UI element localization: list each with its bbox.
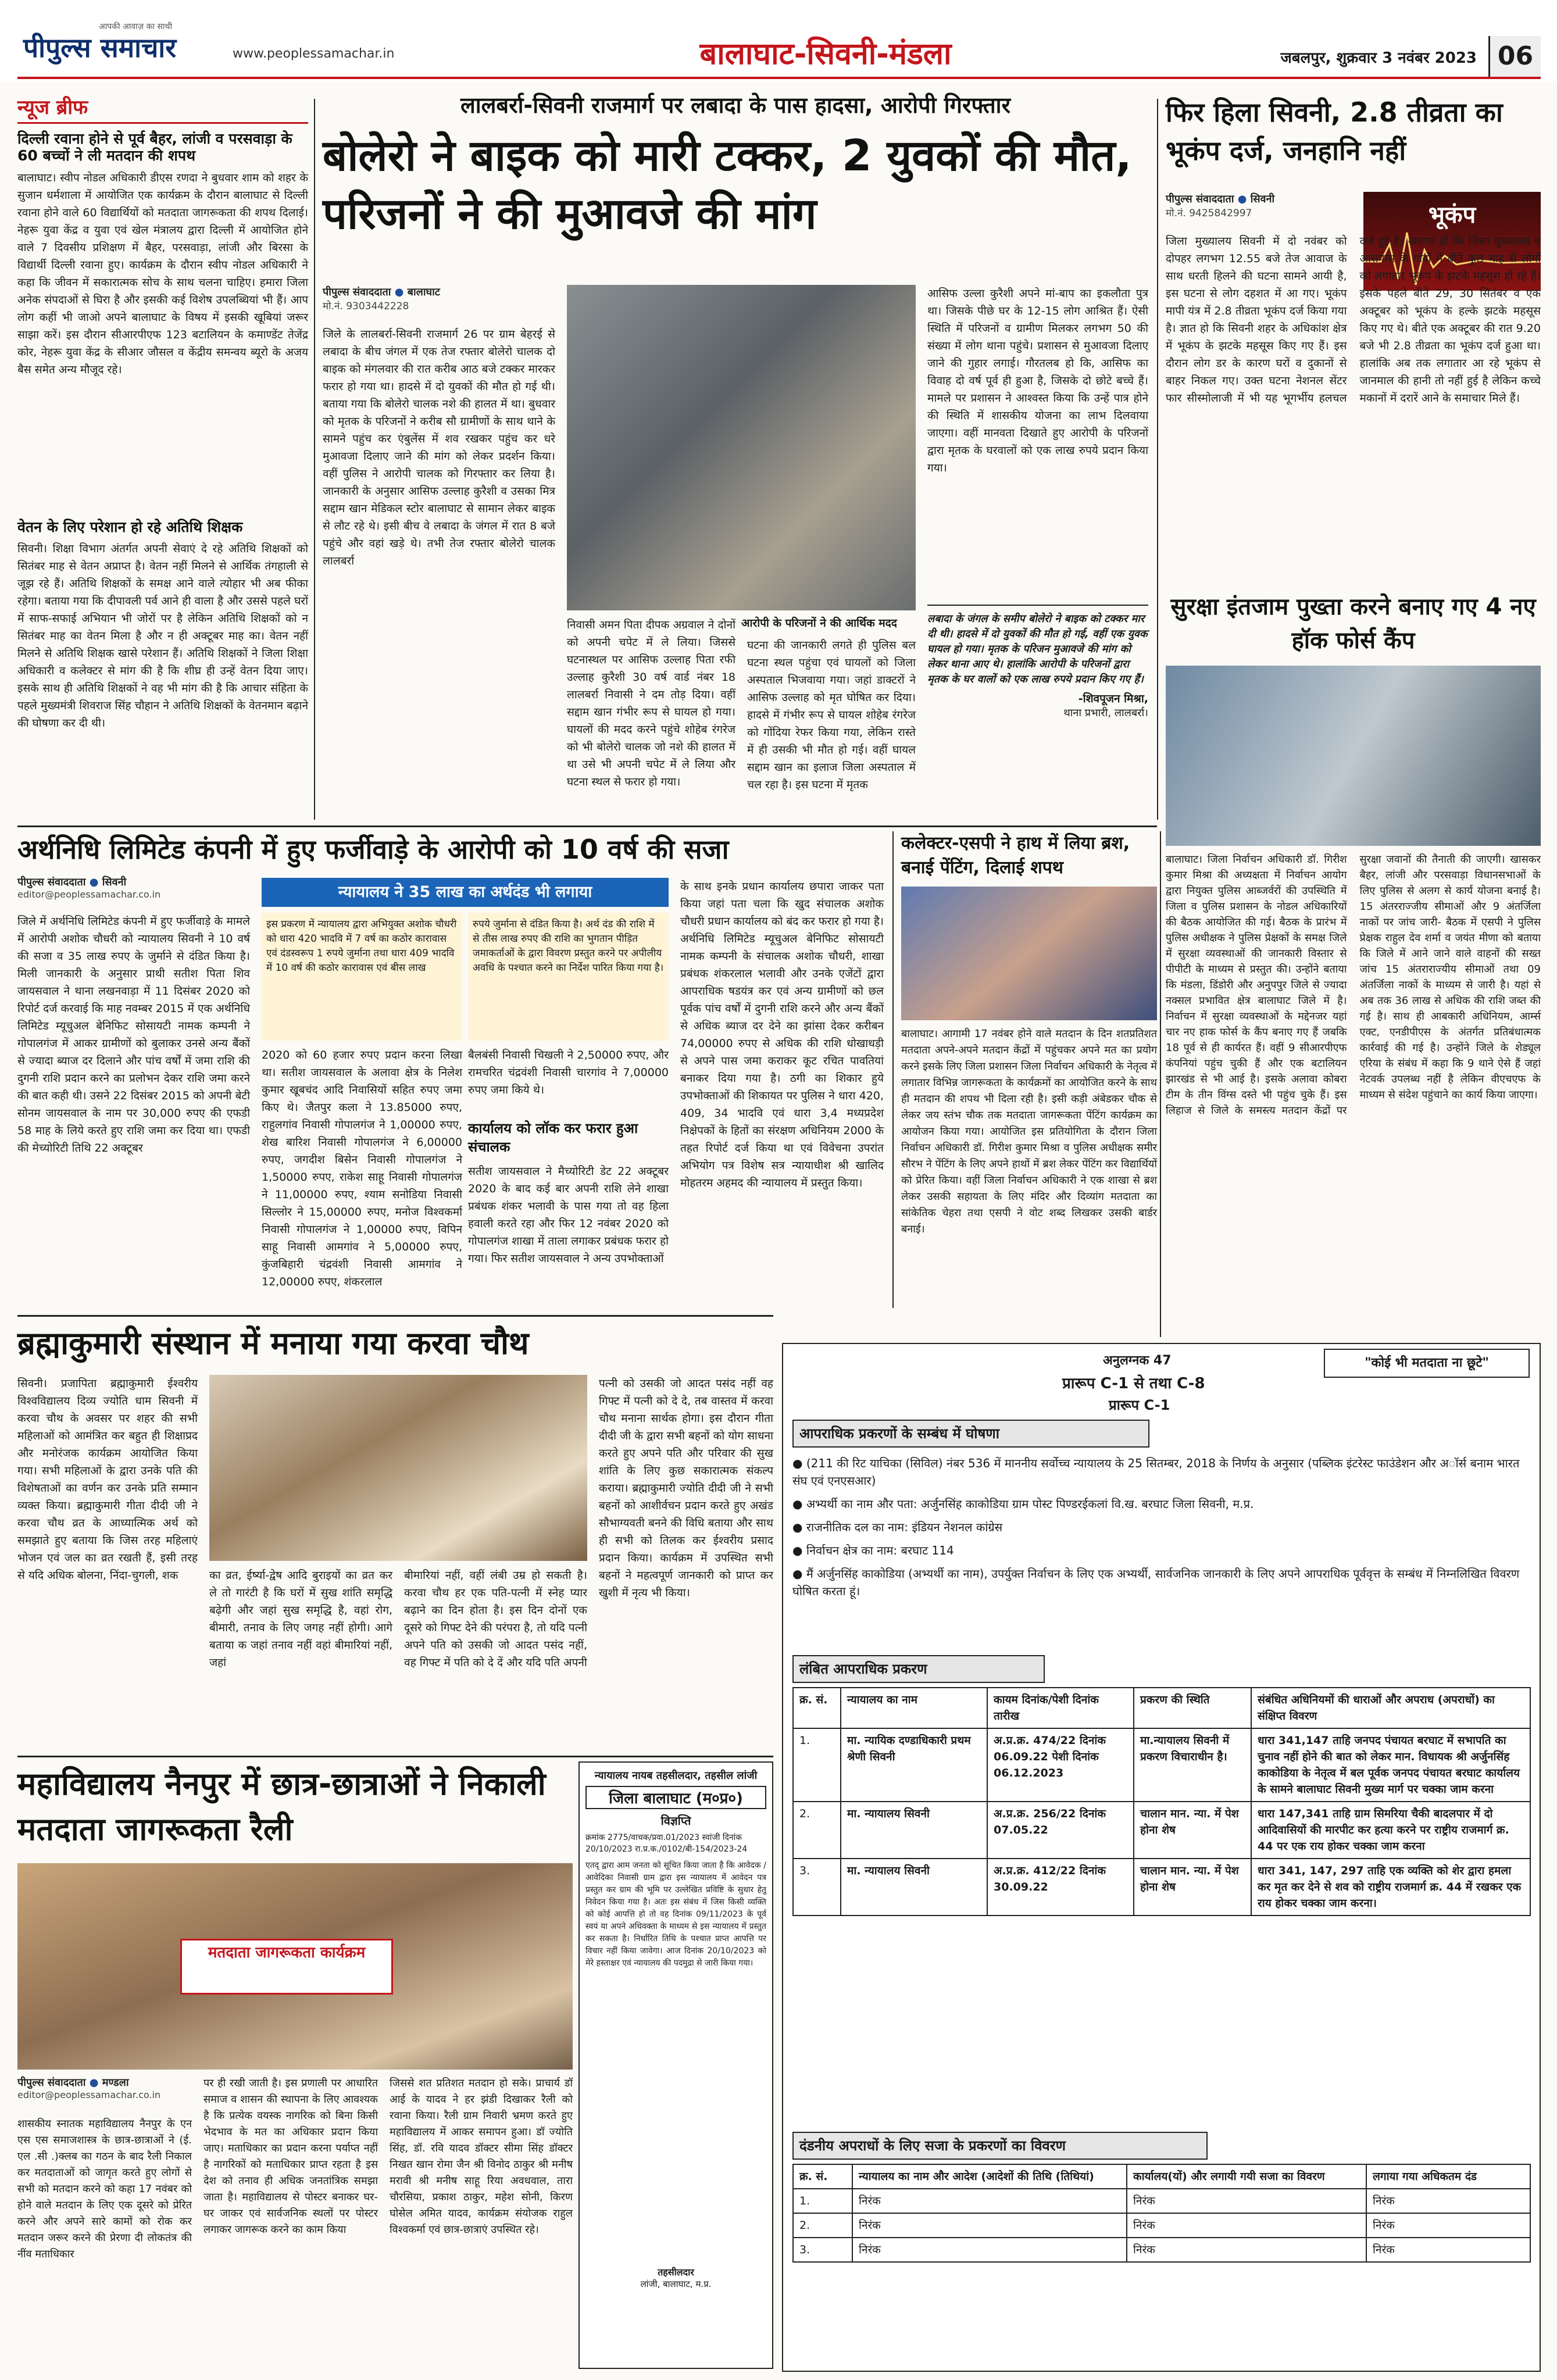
rally-body-1: शासकीय स्नातक महाविद्यालय नैनपुर के एन एस एस समाजशास्त्र के छात्र-छात्राओं ने (ई. एल .सी .)क्लब का गठन के बाद रैली निकाल कर मतदाताओं को जागृत करते हुए लोगों से सभी को मतदान करने को कहा 17 नवंबर को होने वाले मतदान के लिए एक दूसरे को प्रेरित करने और अपने सारे कामों को रोक कर मतदान जरूर करने की प्रेरणा दी लोकतंत्र की नींव मताधिकार [17,2118,192,2260]
fraud-body-5: के साथ इनके प्रधान कार्यालय छपारा जाकर पता किया जहां पता चला कि खुद संचालक अशोक चौधरी प्रधान कार्यालय को बंद कर फरार हो गया है। अर्थनिधि लिमिटेड म्यूचुअल बेनिफिट सोसायटी नामक कम्पनी के संचालक अशोक चौधरी, शाखा प्रबंधक शंकरलाल भलावी और उनके एजेंटों द्वारा आपराधिक षडयंत्र कर एवं अन्य ग्रामीणों को छल पूर्वक पांच वर्षों में दुगनी राशि करने और अन्य बैंकों से अधिक ब्याज दर देने का झांसा देकर करीबन 74,00000 रुपए से अधिक की राशि धोखाधड़ी से अपने पास जमा कराकर कूट रचित पावतियां बनाकर दिया गया है। ठगी का शिकार हुये उपभोक्ताओं की शिकायत पर पुलिस ने धारा 420, 409, 34 भादवि एवं धारा 3,4 मध्यप्रदेश निक्षेपकों के हितों का संरक्षण अधिनियम 2000 के तहत रिपोर्ट दर्ज किया था एवं विवेचना उपरांत अभियोग पत्र विशेष सत्र न्यायाधीश श्री खालिद मोहतरम अहमद की न्यायालय में प्रस्तुत किया। [680,880,884,1189]
logo [23,22,233,64]
security-photo [1166,666,1541,846]
conv-no: 2. [793,2213,852,2238]
section-rule-1 [17,826,1157,827]
lead-byline-name: पीपुल्स संवाददाता [323,286,391,298]
pending-th-status: प्रकरण की स्थिति [1134,1688,1251,1728]
logo-text: पीपुल्स समाचार [23,32,177,63]
pending-desc: धारा 147,341 ताहि ग्राम सिमरिया चैकी बादलपार में दो आदिवासियों की मारपीट कर हत्या करने पर राष्ट्रीय राजमार्ग क्र. 44 पर एक राय होकर चक्का जाम करना [1251,1802,1530,1859]
fraud-body-2: 2020 को 60 हजार रुपए प्रदान करना लिखा था। सतीश जायसवाल के अलावा क्षेत्र के निलेश कुमार खूबचंद आदि निवासियों सहित रुपए जमा किए थे। जैतपुर कला ने 13.85000 रुपए, राहुलगांव निवासी गोपालगंज ने 1,00000 रुपए, शेख बारिश निवासी गोपालगंज ने 6,00000 रुपए, जगदीश बिसेन निवासी गोपालगंज ने 1,50000 रुपए, राकेश साहू निवासी गोपालगंज ने 11,00000 रुपए, श्याम सनोडिया निवासी सिल्लोर ने 15,00000 रुपए, मनोज विश्वकर्मा निवासी गोपालगंज ने 1,00000 रुपए, विपिन साहू निवासी आमगांव ने 5,00000 रुपए, कुंजबिहारी चंद्रवंशी निवासी आमगांव ने 12,00000 रुपए, शंकरलाल [262,1049,462,1288]
table-row [793,1859,1530,1916]
pending-court: मा. न्यायालय सिवनी [841,1859,987,1916]
pending-no: 2. [793,1802,841,1859]
conviction-heading: दंडनीय अपराधों के लिए सजा के प्रकरणों का विवरण [792,2132,1208,2160]
karva-story [17,1323,773,1753]
pending-th-desc: संबंधित अधिनियमों की धाराओं और अपराध (अपराधों) का संक्षिप्त विवरण [1251,1688,1530,1728]
decl-bullet-3: ● राजनीतिक दल का नाम: इंडियन नेशनल कांग्रेस [792,1520,1003,1534]
form-pra: प्रारूप C-1 से तथा C-8 [1062,1375,1205,1392]
pending-desc: धारा 341,147 ताहि जनपद पंचायत बरघाट में सभापति का चुनाव नहीं होने की बात को लेकर मान. विधायक श्री अर्जुनसिंह काकोडिया के नेतृत्व में बल पूर्वक जनपद पंचायत बरघाट कार्यालय के सामने बालाघाट सिवनी मुख्य मार्ग पर चक्का जाम करना [1251,1728,1530,1802]
pending-th-court: न्यायालय का नाम [841,1688,987,1728]
lead-place: बालाघाट [407,286,440,298]
karva-body-3: बीमारियां नहीं, वहीं लंबी उम्र हो सकती है। करवा चौथ हर एक पति-पत्नी में स्नेह प्यार बढ़ाने का दिन होता है। इस दिन दोनों एक दूसरे को गिफ्ट देने की परंपरा है, तो यदि पत्नी अपने पति को उसकी जो आदत पसंद नहीं, वह गिफ्ट में पति को दे दें और यदि पति अपनी [404,1569,587,1669]
pull-quote-role: थाना प्रभारी, लालबर्रा। [1063,707,1148,719]
pending-status: मा.न्यायालय सिवनी में प्रकरण विचाराधीन है। [1134,1728,1251,1802]
conv-court: निरंक [852,2213,1127,2238]
pending-no: 1. [793,1728,841,1802]
form-annex: अनुलग्नक 47 [1103,1353,1172,1368]
decl-bullet-4: ● निर्वाचन क्षेत्र का नाम: बरघाट 114 [792,1543,954,1557]
conv-th-no: क्र. सं. [793,2164,852,2189]
pending-date: अ.प्र.क्र. 412/22 दिनांक 30.09.22 [987,1859,1134,1916]
karva-photo [209,1375,587,1561]
pull-quote-author: -शिवपूजन मिश्रा, [1078,692,1148,705]
decl-heading: आपराधिक प्रकरणों के सम्बंध में घोषणा [792,1420,1149,1448]
quake-place: सिवनी [1250,193,1275,205]
form-pra2: प्रारूप C-1 [1109,1397,1170,1413]
pending-no: 3. [793,1859,841,1916]
section-title: बालाघाट-सिवनी-मंडला [699,37,952,72]
fraud-body-4: सतीश जायसवाल ने मैच्योरिटी डेट 22 अक्टूबर 2020 के बाद कई बार अपनी राशि लेने शाखा प्रबंधक शंकर भलावी के पास गया तो वह हिला हवाली करते रहा और फिर 12 नवंबर 2020 को गोपालगंज शाखा में ताला लगाकर प्रबंधक फरार हो गया। फिर सतीश जायसवाल ने अन्य उपभोक्ताओं [468,1165,669,1265]
pending-th-date: कायम दिनांक/पेशी दिनांक तारीख [987,1688,1134,1728]
pending-status: चालान मान. न्या. में पेश होना शेष [1134,1802,1251,1859]
conv-court: निरंक [852,2189,1127,2213]
brief-item1-title: दिल्ली रवाना होने से पूर्व बैहर, लांजी व परसवाड़ा के 60 बच्चों ने ली मतदान की शपथ [17,130,292,164]
conv-th-max: लगाया गया अधिकतम दंड [1366,2164,1530,2189]
fraud-highlight-2: रुपये जुर्माना से दंडित किया है। अर्थ दंड की राशि में से तीस लाख रुपए की राशि का भुगतान पीड़ित जमाकर्ताओं के द्वारा विवरण प्रस्तुत करने पर अपीलीय अवधि के पश्चात करने का निर्देश पारित किया गया है। [468,913,669,1041]
brief-label: न्यूज ब्रीफ [17,93,308,124]
notice-ref: क्रमांक 2775/वाचक/प्रवा.01/2023 स्वांजी दिनांक 20/10/2023 रा.प्र.क./0102/बी-154/2023-24 [585,1833,748,1854]
quake-headline: फिर हिला सिवनी, 2.8 तीव्रता का भूकंप दर्ज, जनहानि नहीं [1166,97,1503,166]
notice-sign: तहसीलदार [658,2267,694,2278]
election-declaration [782,1343,1541,2372]
rally-banner: मतदाता जागरूकता कार्यक्रम [180,1939,393,1995]
karva-body-1: सिवनी। प्रजापिता ब्रह्माकुमारी ईश्वरीय विश्वविद्यालय दिव्य ज्योति धाम सिवनी में करवा चौथ के अवसर पर शहर की सभी महिलाओं को आमंत्रित कर बहुत ही शिक्षाप्रद और मनोरंजक कार्यक्रम आयोजित किया गया। सभी महिलाओं के द्वारा उनके पति की विशेषताओं का वर्णन कर उनके प्रति सम्मान व्यक्त किया। ब्रह्माकुमारी गीता दीदी जी ने करवा चौथ व्रत के आध्यात्मिक अर्थ को समझाते हुए बताया कि जिस तरह महिलाएं भोजन एवं जल का व्रत रखती हैं, इसी तरह से यदि अधिक बोलना, निंदा-चुगली, शक [17,1377,198,1582]
brief-item2-title: वेतन के लिए परेशान हो रहे अतिथि शिक्षक [17,518,243,535]
karva-headline: ब्रह्माकुमारी संस्थान में मनाया गया करवा चौथ [17,1325,529,1361]
table-row [793,2189,1530,2213]
table-row [793,2213,1530,2238]
pending-desc: धारा 341, 147, 297 ताहि एक व्यक्ति को शेर द्वारा हमला कर मृत कर देने से शव को राष्ट्रीय राजमार्ग क्र. 44 में रखकर एक राय होकर चक्का जाम करना। [1251,1859,1530,1916]
notice-line1: न्यायालय नायब तहसीलदार, तहसील लांजी [594,1770,758,1782]
col-divider-3 [892,831,894,1308]
conv-th-sentence: कार्यालय(यों) और लगायी गयी सजा का विवरण [1127,2164,1366,2189]
lead-body-2: निवासी अमन पिता दीपक अग्रवाल ने दोनों को अपनी चपेट में ले लिया। जिससे घटनास्थल पर आसिफ उल्लाह पिता रफी उल्लाह कुरैशी 30 वर्ष वार्ड नंबर 18 लालबर्रा निवासी ने दम तोड़ दिया। वहीं सद्दाम खान गंभीर रूप से घायल हो गया। घायलों की मदद करने पहुंचे शोहेब रंगरेज को भी बोलेरो चालक जो नशे की हालत में था उसे भी अपनी चपेट में ले लिया और घटना स्थल से फरार हो गया। [567,619,735,788]
brief-item1-body: बालाघाट। स्वीप नोडल अधिकारी डीएस रणदा ने बुधवार शाम को शहर के सुजान धर्मशाला में आयोजित एक कार्यक्रम के दौरान बालाघाट से दिल्ली रवाना होने वाले 60 विद्यार्थियों को मतदाता जागरूकता की शपथ दिलाई। नेहरू युवा केंद्र व युवा एवं खेल मंत्रालय द्वारा दिल्ली में आयोजित होने वाले 7 दिवसीय प्रशिक्षण में बैहर, परसवाड़ा, लांजी और बिरसा के विद्यार्थी दिल्ली रवाना हुए। कार्यक्रम के दौरान स्वीप नोडल अधिकारी ने कहा कि जीवन में सकारात्मक सोच के साथ चलना चाहिए। हमारा जिला अनेक संपदाओं से घिरा है और इसकी कई विशेष उपलब्धियां भी हैं। आप लोग कहीं भी जाओ अपने बालाघाट के विषय में इसकी खूबियां जरूर साझा करें। इस दौरान सीआरपीएफ 123 बटालियन के कमाण्डेंट तेजेंद्र कोर, नेहरू युवा केंद्र के सीआर जौसल व केंद्रीय समन्वय ब्यूरो के अजय बैस समेत अन्य मौजूद रहे। [17,171,308,376]
website[interactable]: www.peoplessamachar.in [233,47,395,61]
table-row [793,2238,1530,2262]
rally-place: मण्डला [102,2077,129,2089]
pending-heading: लंबित आपराधिक प्रकरण [792,1655,1045,1683]
decl-bullet-4-text: निर्वाचन क्षेत्र का नाम: बरघाट 114 [806,1543,954,1557]
quake-byline: पीपुल्स संवाददाता ● सिवनी मो.नं. 9425842997 [1166,192,1358,227]
col-divider-2 [1157,99,1158,820]
section-balaghat: बालाघाट [699,37,794,72]
fraud-body-3: बैलबंसी निवासी चिखली ने 2,50000 रुपए, और रामचरित चंद्रवंशी निवासी चारगांव ने 7,00000 रुपए जमा किये थे। [468,1049,669,1096]
pending-cases-table [792,1687,1531,1916]
page-number: 06 [1488,36,1541,77]
lead-mobile: मो.नं. 9303442228 [323,301,409,312]
pending-th-no: क्र. सं. [793,1688,841,1728]
lead-byline: पीपुल्स संवाददाता ● बालाघाट मो.नं. 9303442228 [323,285,567,320]
quake-graphic-label: भूकंप [1428,202,1476,228]
pending-court: मा. न्यायालय सिवनी [841,1802,987,1859]
quake-mobile: मो.नं. 9425842997 [1166,208,1252,219]
lead-pull-quote [927,605,1148,826]
conv-sentence: निरंक [1127,2238,1366,2262]
pending-table-header [793,1688,1530,1728]
lead-body-3: घटना की जानकारी लगते ही पुलिस बल घटना स्थल पहुंचा एवं घायलों को जिला अस्पताल भिजवाया गया। जहां डाक्टरों ने आसिफ उल्लाह को मृत घोषित कर दिया। हादसे में गंभीर रूप से घायल शोहेब रंगरेज को गोंदिया रेफर किया गया, लेकिन रास्ते में ही उसकी भी मौत हो गई। वहीं घायल सद्दाम खान का इलाज जिला अस्पताल में चल रहा है। इस घटना में मृतक [747,639,916,791]
fraud-highlight-1: इस प्रकरण में न्यायालय द्वारा अभियुक्त अशोक चौधरी को धारा 420 भादवि में 7 वर्ष का कठोर कारावास एवं दंडस्वरूप 1 रुपये जुर्माना तथा धारा 409 भादवि में 10 वर्ष की कठोर कारावास एवं बीस लाख [262,913,462,1041]
dateline: जबलपुर, शुक्रवार 3 नवंबर 2023 [1280,49,1477,67]
security-body: बालाघाट। जिला निर्वाचन अधिकारी डॉ. गिरीश कुमार मिश्रा की अध्यक्षता में निर्वाचन आयोग द्वारा नियुक्त पुलिस आब्जर्वरों की उपस्थिति में जिला व पुलिस प्रशासन के नोडल अधिकारियों की बैठक आयोजित की गई। बैठक के प्रारंभ में पुलिस अधीक्षक ने पुलिस प्रेक्षकों के समक्ष जिले में सुरक्षा व्यवस्थाओं की जानकारी विस्तार से पीपीटी के माध्यम से प्रस्तुत की। उन्होंने बताया कि मंडला, डिंडोरी और अनुपपुर जिले से ज्यादा नक्सल प्रभावित क्षेत्र बालाघाट जिले में है। निर्वाचन में सुरक्षा व्यवस्थाओं के मद्देनजर यहां चार नए हाक फोर्स के कैंप बनाए गए हैं जबकि 18 पूर्व से ही कार्यरत हैं। वहीं 9 सीआरपीएफ कंपनियां पहुंच चुकी हैं और एक बटालियन झारखंड से भी आई है। इसके अलावा कोबरा टीम के तीन विंग्स दस्ते भी पहुंच चुके हैं। इस लिहाज से जिले के समस्त्य मतदान केंद्रों पर सुरक्षा जवानों की तैनाती की जाएगी। खासकर बैहर, लांजी और परसवाड़ा विधानसभाओं के लिए पुलिस से अलग से कार्य योजना बनाई है। 15 अंतरराज्जीय सीमाओं और 9 अंतर्जिला नाकों पर जांच जारी- बैठक में एसपी ने पुलिस प्रेक्षक राहुल देव शर्मा व जयंत मीणा को बताया कि जिले में आने जाने वाले वाहनों की सख्त जांच 15 अंतराराज्यीय सीमाओं तथा 09 अंतर्जिला नाकों के माध्यम से जारी है। यहां से अब तक 36 लाख से अधिक की राशि जब्त की गई है। साथ ही आबकारी अधिनियम, आर्म्स एक्ट, एनडीपीएस के अंतर्गत प्रतिबंधात्मक कार्रवाई की गई है। उन्होंने जिले के शेड्यूल एरिया के संबंध में कहा कि 9 थाने ऐसे हैं जहां नेटवर्क उपलब्ध नहीं है लेकिन वीएचएफ के माध्यम से संदेश पहुंचाने का कार्य किया जाएगा। [1166,853,1541,1117]
decl-bullet-2: ● अभ्यर्थी का नाम और पता: अर्जुनसिंह काकोडिया ग्राम पोस्ट पिण्डरईकलां वि.ख. बरघाट जिला सिवनी, म.प्र. [792,1497,1254,1511]
rally-body-2: पर ही रखी जाती है। इस प्रणाली पर आधारित समाज व शासन की स्थापना के लिए आवश्यक है कि प्रत्येक वयस्क नागरिक को बिना किसी भेदभाव के मत का अधिकार प्रदान किया जाए। मताधिकार का प्रदान करना पर्याप्त नहीं है नागरिकों को मताधिकार प्राप्त रहता है इस देश को तनाव ही अधिक जनतांत्रिक समझा जाता है। महाविद्यालय से पोस्टर बनाकर घर-घर जाकर एवं सार्वजनिक स्थलों पर पोस्टर लगाकर जागरूक करने का काम किया [203,2077,378,2236]
karva-body-4: पत्नी को उसकी जो आदत पसंद नहीं वह गिफ्ट में पत्नी को दे दे, तब वास्तव में करवा चौथ मनाना सार्थक होगा। इस दौरान गीता दीदी जी के द्वारा सभी बहनों को योग साधना करते हुए अपने पति और परिवार की सुख शांति के लिए कुछ सकारात्मक संकल्प कराया। ब्रह्माकुमारी ज्योति दीदी जी ने सभी बहनों को आशीर्वचन प्रदान करते हुए अखंड सौभाग्यवती बनने की विधि बताया और साथ ही सभी को तिलक कर ईश्वरीय प्रसाद प्रदान किया। कार्यक्रम में उपस्थित सभी बहनों ने महत्वपूर्ण जानकारी को प्राप्त कर खुशी में नृत्य भी किया। [599,1377,773,1599]
table-row [793,1802,1530,1859]
fraud-byline: पीपुल्स संवाददाता ● सिवनी editor@peoplessamachar.co.in [17,875,250,910]
form-slogan: "कोई भी मतदाता ना छूटे" [1324,1349,1530,1378]
notice-sign2: लांजी, बालाघाट, म.प्र. [640,2279,712,2289]
fraud-email[interactable]: editor@peoplessamachar.co.in [17,889,161,900]
rally-body-3: जिससे शत प्रतिशत मतदान हो सके। प्राचार्य डॉ आई के यादव ने हर झंडी दिखाकर रैली को रवाना किया। रैली ग्राम निवारी भ्रमण करते हुए महाविद्यालय में आकर समापन हुआ। डॉ ज्योति सिंह, डॉ. रवि यादव डॉक्टर सीमा सिंह डॉक्टर निखत खान रोमा जैन श्री विनोद ठाकुर श्री मनीष मरावी श्री मनीष साहू रिया अवधवाल, तारा चौरसिया, प्रकाश ठाकुर, महेश सोनी, किरण घोसेल अमित यादव, कार्यक्रम संयोजक राहुल विश्वकर्मा एवं छात्र-छात्राएं उपस्थित रहे। [390,2077,573,2236]
conv-max: निरंक [1366,2189,1530,2213]
collector-photo [901,887,1157,1020]
fraud-body-1: जिले में अर्थनिधि लिमिटेड कंपनी में हुए फर्जीवाड़े के मामले में आरोपी अशोक चौधरी को न्यायालय सिवनी ने 10 वर्ष की सजा व 35 लाख रुपए के जुर्माने से दंडित किया है। मिली जानकारी के अनुसार प्राथी सतीश पिता शिव जायसवाल ने थाना लखनवाड़ा में 11 दिसंबर 2020 को रिपोर्ट दर्ज करवाई कि माह नवम्बर 2015 में एक अर्थनिधि लिमिटेड म्यूचुअल बेनिफिट सोसायटी नामक कम्पनी ने गोपालगंज में आकर ग्रामीणों को बुलाकर उनसे अन्य बैंकों से ज्यादा ब्याज दर दिलाने और पांच वर्षों में जमा राशि की दुगनी राशि प्रदान करने का प्रलोभन देकर राशि जमा करने की बात कही थी। उसने 22 दिसंबर 2015 को अपनी बेटी सोनम जायसवाल के नाम पर 30,000 रुपए की एफडी 58 माह के लिये करते हुए राशि जमा कर दिया था। एफडी की मेच्योरिटी तिथि 22 अक्टूबर [17,915,250,1155]
decl-bullet-1-text: (211 की रिट याचिका (सिविल) नंबर 536 में माननीय सर्वोच्च न्यायालय के 25 सितम्बर, 2018 के निर्णय के अनुसार (पब्लिक इंटरेस्ट फाउंडेशन और अॉर्स बनाम भारत संघ एवं एनएसआर) [792,1456,1520,1488]
decl-bullet-5-text: मैं अर्जुनसिंह काकोडिया (अभ्यर्थी का नाम), उपर्युक्त निर्वाचन के लिए एक अभ्यर्थी, सार्वजनिक जानकारी के लिए अपने आपराधिक पूर्ववृत्त के सम्बंध में निम्नलिखित विवरण घोषित करता हूं। [792,1567,1520,1598]
rally-story [17,1761,573,2372]
pending-court: मा. न्यायिक दण्डाधिकारी प्रथम श्रेणी सिवनी [841,1728,987,1802]
collector-body: बालाघाट। आगामी 17 नवंबर होने वाले मतदान के दिन शतप्रतिशत मतदाता अपने-अपने मतदान केंद्रों में पहुंचकर अपने मत का प्रयोग करने इसके लिए जिला प्रशासन जिला निर्वाचन अधिकारी के नेतृत्व में लगातार विभिन्न जागरूकता के कार्यक्रमों का आयोजित करने के साथ ही मतदान की शपथ भी दिला रही है। इसी कड़ी अंबेडकर चौक से लेकर जय स्तंभ चौक तक मतदाता जागरूकता पेंटिंग कार्यक्रम का आयोजन किया गया। आयोजित इस प्रतियोगिता के दौरान जिला निर्वाचन अधिकारी डॉ. गिरीश कुमार मिश्रा व पुलिस अधीक्षक समीर सौरभ ने पेंटिंग के लिए अपने हाथों में ब्रश लेकर पेंटिंग कर विद्यार्थियों को प्रेरित किया। वहीं जिला निर्वाचन अधिकारी ने एक शाखा से ब्रश लेकर उसकी सहायता के लिए मंदिर और दिव्यांग मतदाता का सांकेतिक चेहरा तथा एसपी ने वोट शब्द लिखकर उसकी बार्डर बनाई। [901,1028,1157,1235]
rally-headline: महाविद्यालय नैनपुर में छात्र-छात्राओं ने निकाली मतदाता जागरूकता रैली [17,1766,546,1847]
decl-bullet-1: ● (211 की रिट याचिका (सिविल) नंबर 536 में माननीय सर्वोच्च न्यायालय के 25 सितम्बर, 2018 के निर्णय के अनुसार (पब्लिक इंटरेस्ट फाउंडेशन और अॉर्स बनाम भारत संघ एवं एनएसआर) [792,1456,1520,1488]
notice-line3: विज्ञप्ति [660,1814,691,1828]
masthead-rule [17,77,1541,79]
logo-tagline: आपकी आवाज़ का साथी [99,22,173,31]
masthead [0,0,1557,81]
fraud-place: सिवनी [102,876,127,888]
decl-bullet-2-text: अभ्यर्थी का नाम और पता: अर्जुनसिंह काकोडिया ग्राम पोस्ट पिण्डरईकलां वि.ख. बरघाट जिला सिवनी, म.प्र. [806,1497,1254,1511]
rally-byline: पीपुल्स संवाददाता ● मण्डला editor@peoplessamachar.co.in [17,2075,209,2110]
decl-bullet-3-text: राजनीतिक दल का नाम: इंडियन नेशनल कांग्रेस [806,1520,1003,1534]
lead-body-1: जिले के लालबर्रा-सिवनी राजमार्ग 26 पर ग्राम बेहरई से लबादा के बीच जंगल में एक तेज रफ्तार बोलेरो चालक दो बाइक को मंगलवार की रात करीब आठ बजे टक्कर मारकर फरार हो गया था। हादसे में दो युवकों की मौत हो गई थी। बताया गया कि बोलेरो चालक नशे की हालत में था। बुधवार को मृतक के परिजनों ने करीब सौ ग्रामीणों के साथ थाने के सामने पहुंच कर एंबुलेंस में शव रखकर पहुंच कर धरे मुआवजा दिलाए जाने की मांग को लेकर प्रदर्शन किया। वहीं पुलिस ने आरोपी चालक को गिरफ्तार कर लिया है। जानकारी के अनुसार आसिफ उल्लाह कुरैशी व उसका मित्र सद्दाम खान मेडिकल स्टोर बालाघाट से सामान लेकर बाइक से लौट रहे थे। इसी बीच वे लबादा के जंगल में रात 8 बजे पहुंचे और वहां खड़े थे। तभी तेज रफ्तार बोलेरो चालक लालबर्रा [323,328,555,567]
fraud-byline-name: पीपुल्स संवाददाता [17,876,86,888]
collector-headline: कलेक्टर-एसपी ने हाथ में लिया ब्रश, बनाई पेंटिंग, दिलाई शपथ [901,833,1130,878]
collector-story [901,831,1157,1308]
conv-no: 1. [793,2189,852,2213]
conv-max: निरंक [1366,2213,1530,2238]
notice-body: एतद् द्वारा आम जनता को सूचित किया जाता है कि आवेदक / आवेदिका निवासी ग्राम द्वारा इस न्यायालय में आवेदन पत्र प्रस्तुत कर ग्राम की भूमि पर उल्लेखित प्रविष्टि के सुधार हेतु निवेदन किया गया है। अतः इस संबंध में जिस किसी व्यक्ति को कोई आपत्ति हो तो वह दिनांक 09/11/2023 के पूर्व स्वयं या अपने अधिवक्ता के माध्यम से इस न्यायालय में प्रस्तुत कर सकता है। निर्धारित तिथि के पश्चात प्राप्त आपत्ति पर विचार नहीं किया जावेगा। आज दिनांक 20/10/2023 को मेरे हस्ताक्षर एवं न्यायालय की पदमुद्रा से जारी किया गया। [585,1861,766,1968]
conv-th-court: न्यायालय का नाम और आदेश (आदेशों की तिथि (तिथियां) [852,2164,1127,2189]
lead-body-4: आसिफ उल्ला कुरैशी अपने मां-बाप का इकलौता पुत्र था। जिसके पीछे घर के 12-15 लोग आश्रित हैं। ऐसी स्थिति में परिजनों व ग्रामीण मिलकर लगभग 50 की संख्या में लोग थाना पहुंचे। प्रशासन से मुआवजा दिलाए जाने की गुहार लगाई। गौरतलब हो कि, आसिफ का विवाह दो वर्ष पूर्व ही हुआ है, जिसके दो छोटे बच्चे हैं। मामले पर प्रशासन ने आश्वस्त किया कि उन्हें पात्र होने की स्थिति में शासकीय योजना का लाभ दिलवाया जाएगा। वहीं मानवता दिखाते हुए आरोपी के परिजनों द्वारा मृतक के घरवालों को एक लाख रुपये प्रदान किया गया। [927,287,1148,474]
lead-photo [567,285,916,610]
lead-headline: बोलेरो ने बाइक को मारी टक्कर, 2 युवकों की मौत, परिजनों ने की मुआवजे की मांग [323,130,1132,239]
conv-sentence: निरंक [1127,2189,1366,2213]
fraud-subhead: न्यायालय ने 35 लाख का अर्थदंड भी लगाया [262,878,669,907]
conviction-table [792,2164,1531,2263]
conviction-table-header [793,2164,1530,2189]
rally-byline-name: पीपुल्स संवाददाता [17,2077,86,2089]
conv-court: निरंक [852,2238,1127,2262]
brief-item2-body: सिवनी। शिक्षा विभाग अंतर्गत अपनी सेवाएं दे रहे अतिथि शिक्षकों को सितंबर माह से वेतन अप्राप्त है। वेतन नहीं मिलने से आर्थिक तंगहाली से जूझ रहे हैं। अतिथि शिक्षकों के समक्ष आने वाले त्योहार भी अब फीका रहेगा। बताया गया कि दीपावली पर्व आने ही वाला है और उससे पहले घरों में साफ-सफाई अभियान भी जोरों पर है लेकिन अतिथि शिक्षकों को न सितंबर माह का वेतन मिला है और न ही अक्टूबर माह का। वेतन नहीं मिलने से अतिथि शिक्षक खासे परेशान हैं। अतिथि शिक्षकों ने जिला शिक्षा अधिकारी व कलेक्टर से मांग की है कि शीघ्र ही उन्हें वेतन दिया जाए। इसके साथ ही अतिथि शिक्षकों ने वह भी मांग की है कि आचार संहिता के पहले मुख्यमंत्री शिवराज सिंह चौहान ने अतिथि शिक्षकों के वेतनमान बढ़ाने की घोषणा कर दी थी। [17,542,308,730]
section-seoni: सिवनी [806,37,877,72]
conv-max: निरंक [1366,2238,1530,2262]
karva-body-2: का व्रत, ईर्ष्या-द्वेष आदि बुराइयों का व्रत कर ले तो गारंटी है कि घरों में सुख शांति समृद्धि बढ़ेगी और जहां सुख समृद्धि है, वहां रोग, बीमारी, तनाव के लिए जगह नहीं होगी। आगे बताया क जहां तनाव नहीं वहां बीमारियां नहीं, जहां [209,1569,392,1669]
quake-story [1166,93,1541,581]
col-divider-4 [1160,831,1161,1337]
lead-kicker: लालबर्रा-सिवनी राजमार्ग पर लबादा के पास हादसा, आरोपी गिरफ्तार [460,92,1011,118]
section-rule-3 [17,1756,773,1757]
fraud-headline: अर्थनिधि लिमिटेड कंपनी में हुए फर्जीवाड़े के आरोपी को 10 वर्ष की सजा [17,834,729,865]
section-mandla: मंडला [888,37,952,72]
notice-line2: जिला बालाघाट (म०प्र०) [585,1786,766,1809]
pull-quote-text: लबादा के जंगल के समीप बोलेरो ने बाइक को टक्कर मार दी थी। हादसे में दो युवकों की मौत हो गई, वहीं एक युवक घायल हो गया। मृतक के परिजन मुआवजे की मांग को लेकर थाना आए थे। हालांकि आरोपी के परिजनों द्वारा मृतक के घर वालों को एक लाख रुपये प्रदान किए गए हैं। [927,613,1148,685]
conv-no: 3. [793,2238,852,2262]
quake-byline-name: पीपुल्स संवाददाता [1166,193,1234,205]
table-row [793,1728,1530,1802]
section-rule-2 [17,1315,773,1317]
pending-status: चालान मान. न्या. में पेश होना शेष [1134,1859,1251,1916]
fraud-subhead-2: कार्यालय को लॉक कर फरार हुआ संचालक [468,1120,638,1155]
decl-bullet-5: ● मैं अर्जुनसिंह काकोडिया (अभ्यर्थी का नाम), उपर्युक्त निर्वाचन के लिए एक अभ्यर्थी, सार्वजनिक जानकारी के लिए अपने आपराधिक पूर्ववृत्त के सम्बंध में निम्नलिखित विवरण घोषित करता हूं। [792,1567,1520,1598]
col-divider-1 [314,99,315,820]
news-brief [17,93,308,826]
quake-body: जिला मुख्यालय सिवनी में दो नवंबर को दोपहर लगभग 12.55 बजे तेज आवाज के साथ धरती हिलने की घटना सामने आयी है, इस घटना से लोग दहशत में आ गए। भूकंप मापी यंत्र में 2.8 तीव्रता भूकंप दर्ज किया गया है। ज्ञात हो कि सिवनी शहर के अधिकांश क्षेत्र में भूकंप के झटके महसूस किए गए हैं। इस दौरान लोग डर के कारण घरों व दुकानों से बाहर निकल गए। उक्त घटना नेशनल सेंटर फार सीस्मोलाजी में भी यह भूगर्भीय हलचल दर्ज हुई है। अवगत हो कि जिला मुख्यालय व आसपास के गांवों में बीते कुछ माह से लोगों को लगातार भूकंप के झटके महसूस हो रहे हैं। इसके पहले बीते 29, 30 सितंबर व एक अक्टूबर को भूकंप के हल्के झटके महसूस किए गए थे। बीते एक अक्टूबर की रात 9.20 बजे भी 2.8 तीव्रता का भूकंप दर्ज हुआ था। हालांकि अब तक लगातार आ रहे भूकंप से जानमाल की हानी तो नहीं हुई है लेकिन कच्चे मकानों में दरारें आने के समाचार मिले हैं। [1166,235,1541,405]
conv-sentence: निरंक [1127,2213,1366,2238]
rally-photo [17,1863,573,2070]
lead-story [323,93,1148,831]
lead-photo-caption: आरोपी के परिजनों ने की आर्थिक मदद [741,617,897,630]
fraud-story [17,831,884,1308]
court-notice [578,1761,773,2369]
security-headline: सुरक्षा इंतजाम पुख्ता करने बनाए गए 4 नए हॉक फोर्स कैंप [1170,594,1536,654]
pending-date: अ.प्र.क्र. 256/22 दिनांक 07.05.22 [987,1802,1134,1859]
rally-email[interactable]: editor@peoplessamachar.co.in [17,2089,161,2100]
decl-bullets [792,1455,1531,1646]
pending-date: अ.प्र.क्र. 474/22 दिनांक 06.09.22 पेशी दिनांक 06.12.2023 [987,1728,1134,1802]
